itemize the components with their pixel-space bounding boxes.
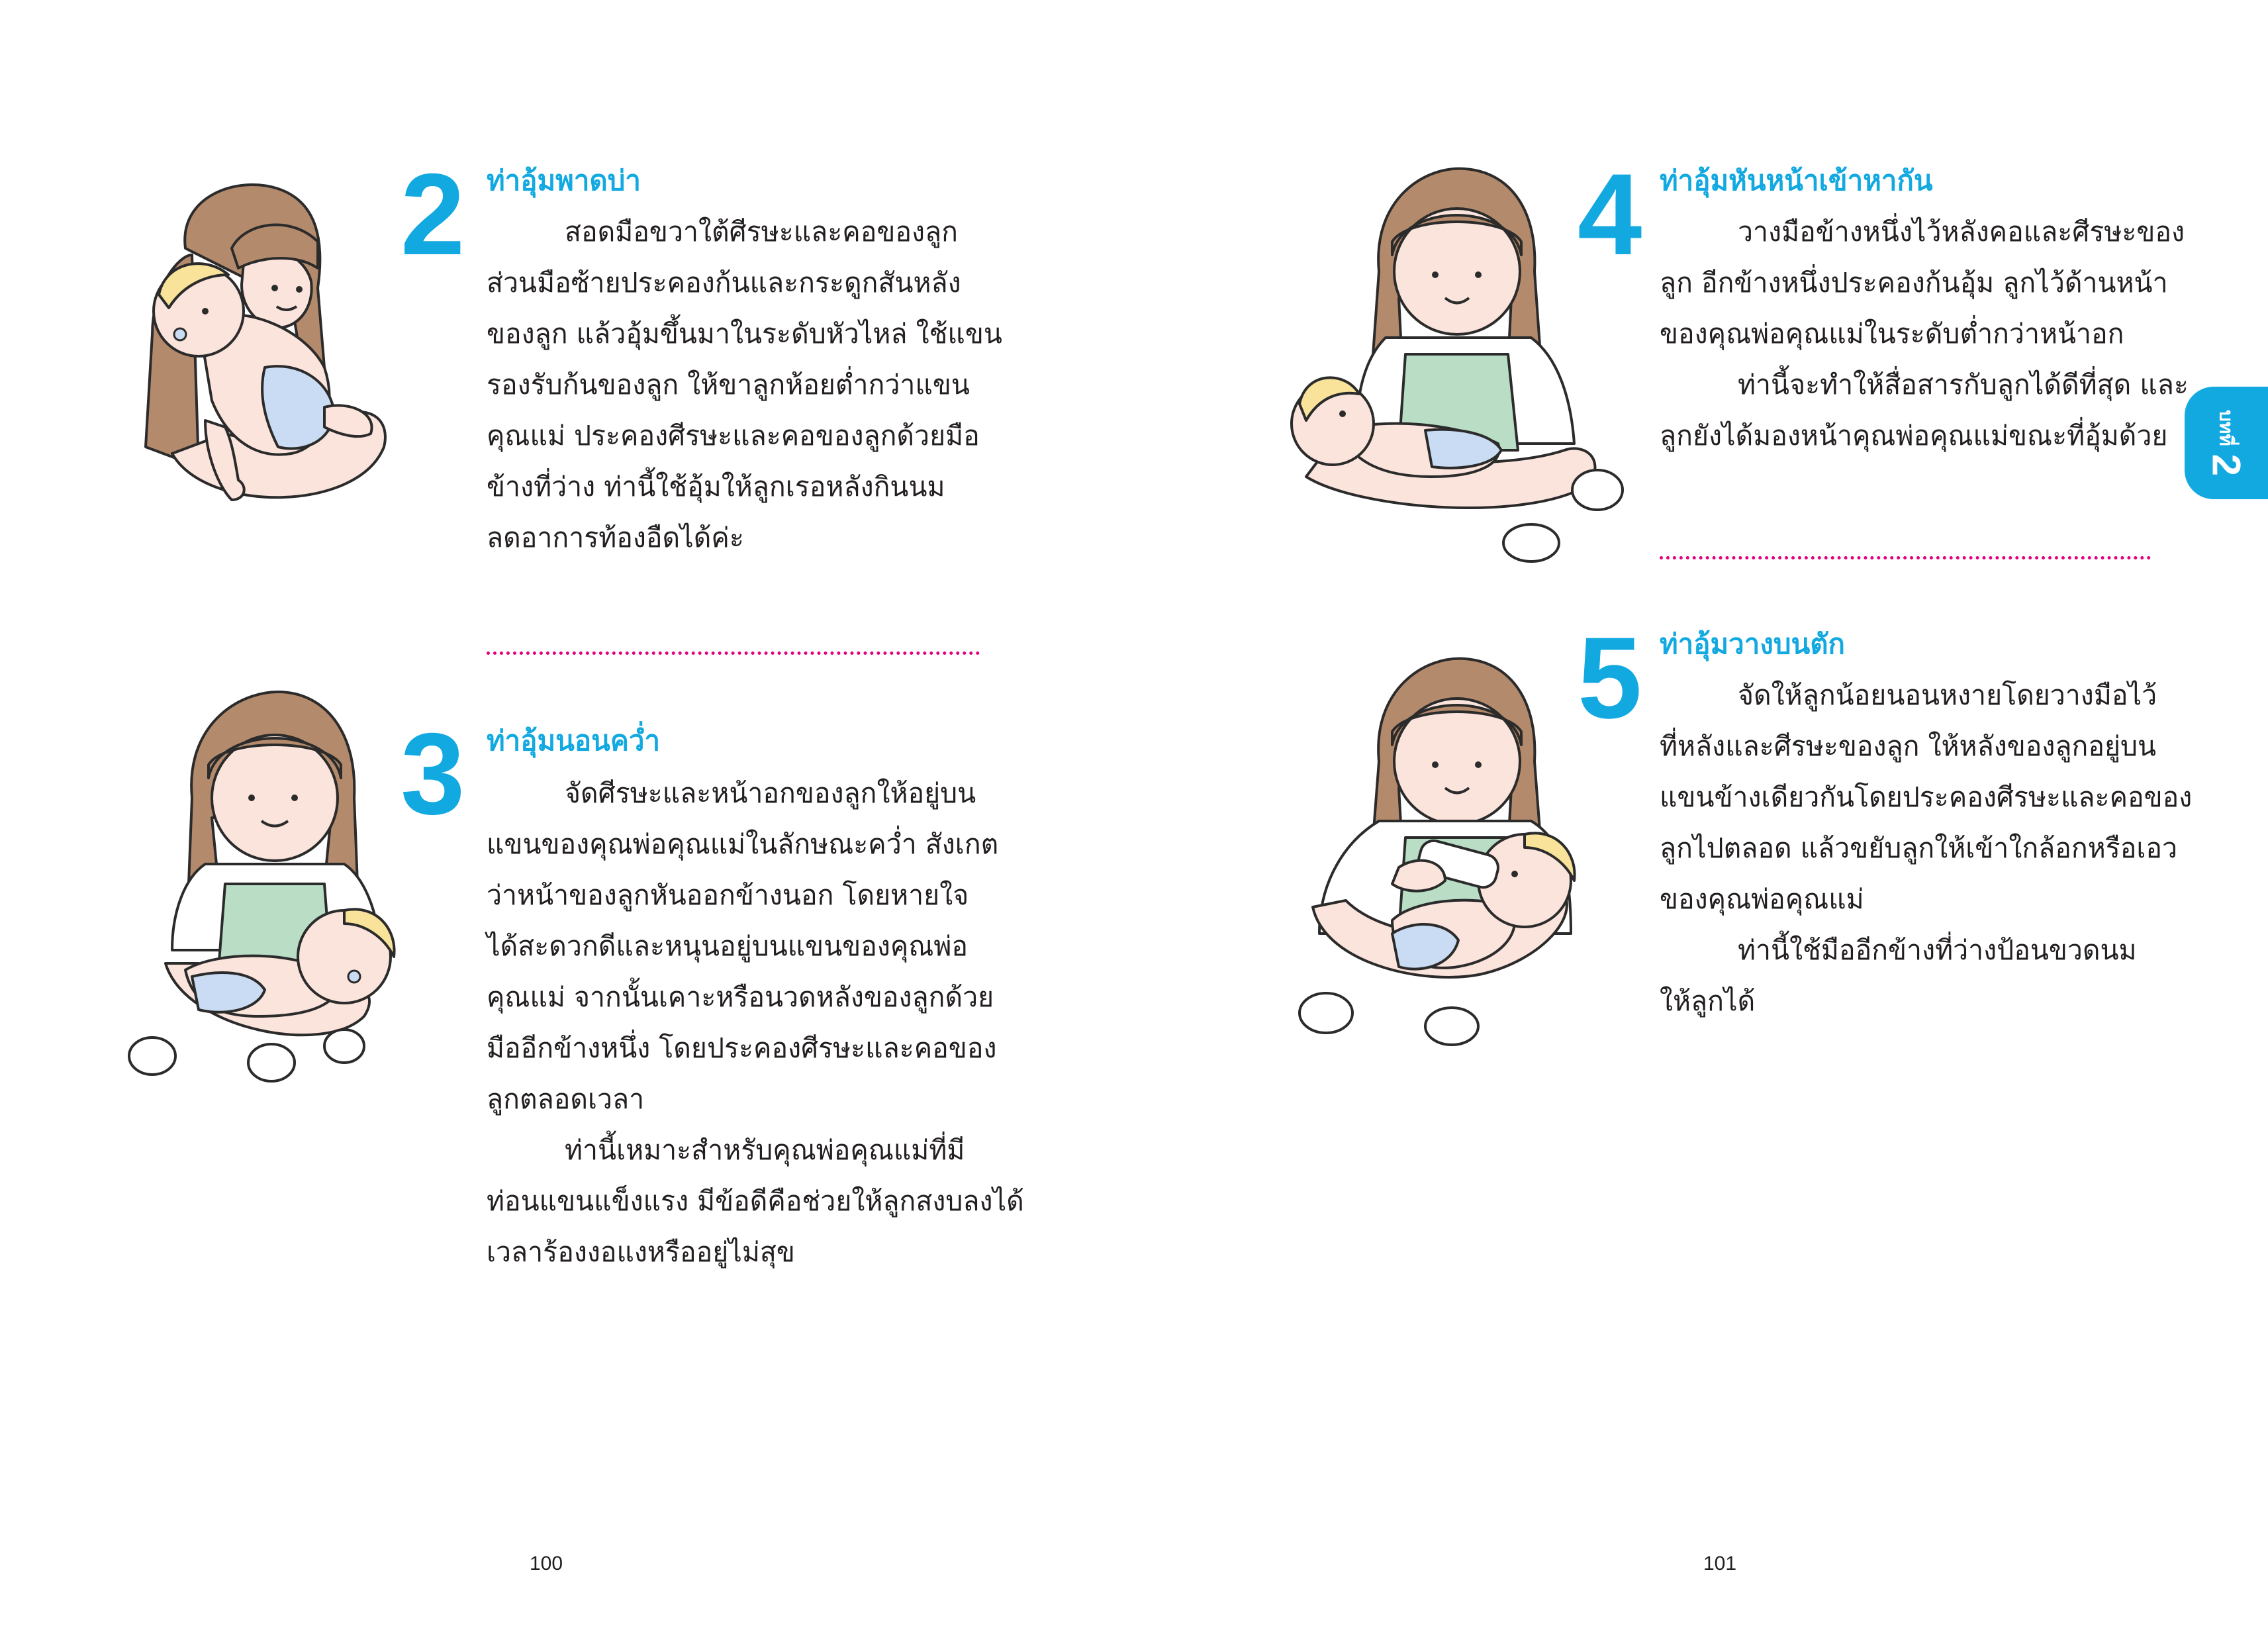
- body-line: ลดอาการท้องอืดได้ค่ะ: [487, 522, 744, 554]
- body-line: สอดมือขวาใต้ศีรษะและคอของลูก: [565, 216, 958, 248]
- body-line: ของคุณพ่อคุณแม่ในระดับต่ำกว่าหน้าอก: [1660, 318, 2124, 350]
- section-2-body: [487, 207, 1002, 563]
- section-4-body: [1660, 207, 2189, 461]
- body-line: ว่าหน้าของลูกหันออกข้างนอก โดยหายใจ: [487, 879, 969, 911]
- body-line: วางมือข้างหนึ่งไว้หลังคอและศีรษะของ: [1738, 216, 2185, 248]
- body-line: มืออีกข้างหนึ่ง โดยประคองศีรษะและคอของ: [487, 1032, 997, 1064]
- section-2-title: ท่าอุ้มพาดบ่า: [487, 164, 641, 197]
- body-line: ท่านี้จะทำให้สื่อสารกับลูกได้ดีที่สุด และ: [1738, 369, 2189, 401]
- page-number-left: 100: [530, 1553, 563, 1574]
- section-2-number: 2: [401, 150, 465, 279]
- section-3-number: 3: [401, 710, 465, 839]
- body-line: คุณแม่ จากนั้นเคาะหรือนวดหลังของลูกด้วย: [487, 981, 994, 1013]
- section-5-number: 5: [1578, 614, 1642, 743]
- body-line: แขนของคุณพ่อคุณแม่ในลักษณะคว่ำ สังเกต: [487, 828, 999, 860]
- body-line: จัดศีรษะและหน้าอกของลูกให้อยู่บน: [565, 777, 976, 809]
- body-line: ลูกยังได้มองหน้าคุณพ่อคุณแม่ขณะที่อุ้มด้วย: [1660, 420, 2168, 452]
- section-3-body: [487, 768, 1024, 1278]
- body-line: คุณแม่ ประคองศีรษะและคอของลูกด้วยมือ: [487, 420, 980, 452]
- body-line: ลูกตลอดเวลา: [487, 1083, 645, 1115]
- right-page: [1134, 0, 2268, 1642]
- body-line: ลูก อีกข้างหนึ่งประคองก้นอุ้ม ลูกไว้ด้านหน้า: [1660, 267, 2168, 299]
- section-4-title: ท่าอุ้มหันหน้าเข้าหากัน: [1660, 164, 1933, 197]
- body-line: ท่านี้เหมาะสำหรับคุณพ่อคุณแม่ที่มี: [565, 1134, 965, 1166]
- body-line: เวลาร้องงอแงหรืออยู่ไม่สุข: [487, 1236, 795, 1268]
- body-line: ลูกไปตลอด แล้วขยับลูกให้เข้าใกล้อกหรือเอว: [1660, 832, 2178, 864]
- illustration-shoulder-hold: [106, 169, 424, 526]
- section-5-body: [1660, 670, 2192, 1027]
- body-line: แขนข้างเดียวกันโดยประคองศีรษะและคอของ: [1660, 781, 2193, 813]
- section-divider: [487, 652, 980, 655]
- body-line: จัดให้ลูกน้อยนอนหงายโดยวางมือไว้: [1738, 679, 2157, 711]
- section-5-title: ท่าอุ้มวางบนตัก: [1660, 628, 1845, 660]
- section-3-title: ท่าอุ้มนอนคว่ำ: [487, 724, 661, 757]
- chapter-tab-number: 2: [2204, 454, 2249, 477]
- body-line: ข้างที่ว่าง ท่านี้ใช้อุ้มให้ลูกเรอหลังกินนม: [487, 471, 945, 503]
- section-divider: [1660, 556, 2151, 559]
- body-line: ให้ลูกได้: [1660, 985, 1756, 1017]
- page-number-right: 101: [1703, 1553, 1737, 1574]
- body-line: ท่อนแขนแข็งแรง มีข้อดีคือช่วยให้ลูกสงบลงได้: [487, 1185, 1024, 1217]
- body-line: ของลูก แล้วอุ้มขึ้นมาในระดับหัวไหล่ ใช้แขน: [487, 318, 1002, 350]
- illustration-lap-hold-bottle: [1286, 655, 1624, 1053]
- body-line: ส่วนมือซ้ายประคองก้นและกระดูกสันหลัง: [487, 267, 961, 299]
- body-line: ของคุณพ่อคุณแม่: [1660, 883, 1864, 915]
- chapter-tab-label: บทที่: [2216, 409, 2238, 446]
- body-line: ท่านี้ใช้มืออีกข้างที่ว่างป้อนขวดนม: [1738, 934, 2137, 966]
- section-4-number: 4: [1578, 150, 1642, 279]
- body-line: ที่หลังและศีรษะของลูก ให้หลังของลูกอยู่บน: [1660, 730, 2157, 762]
- chapter-tab: [2185, 387, 2268, 499]
- illustration-face-down-hold: [126, 685, 437, 1096]
- body-line: รองรับก้นของลูก ให้ขาลูกห้อยต่ำกว่าแขน: [487, 369, 970, 401]
- body-line: ได้สะดวกดีและหนุนอยู่บนแขนของคุณพ่อ: [487, 930, 969, 962]
